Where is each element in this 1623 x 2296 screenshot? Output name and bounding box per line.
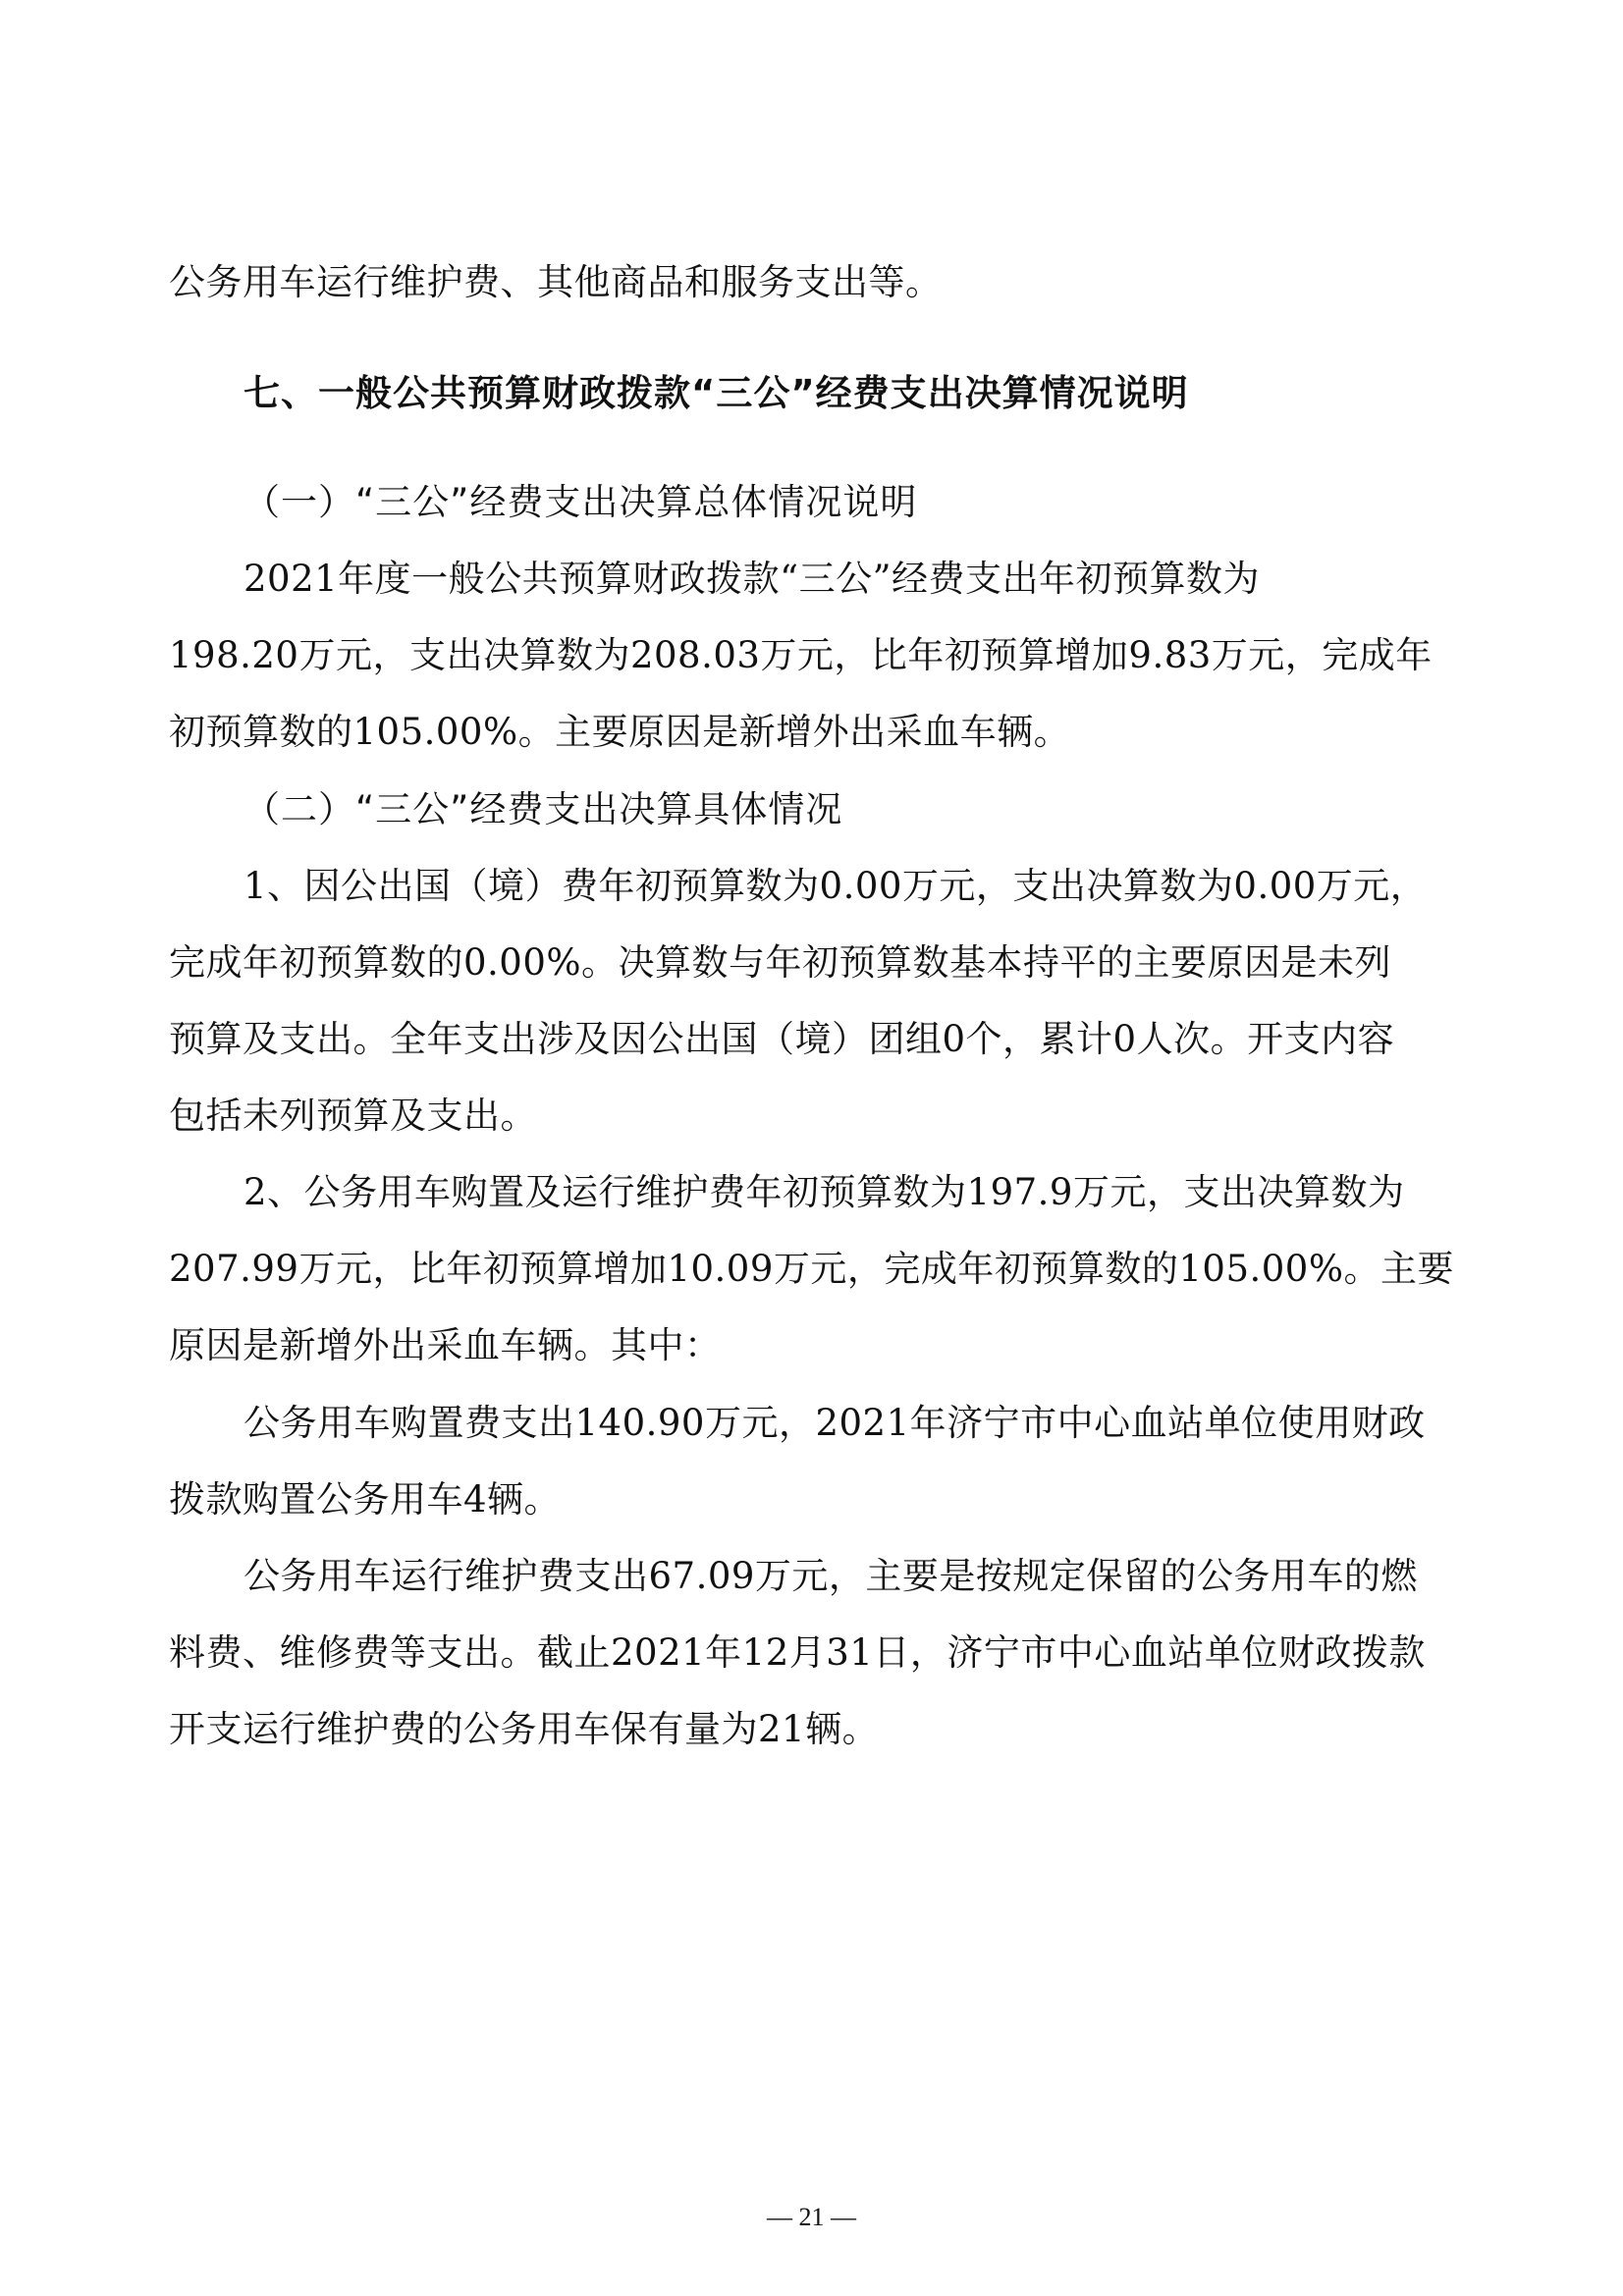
body-text-line: 1、因公出国（境）费年初预算数为0.00万元，支出决算数为0.00万元， bbox=[243, 865, 1428, 907]
body-text-line: 2、公务用车购置及运行维护费年初预算数为197.9万元，支出决算数为 bbox=[243, 1171, 1405, 1213]
body-text-line: 公务用车购置费支出140.90万元，2021年济宁市中心血站单位使用财政 bbox=[243, 1402, 1426, 1444]
page-number: — 21 — bbox=[767, 2203, 856, 2231]
body-text-line: 料费、维修费等支出。截止2021年12月31日，济宁市中心血站单位财政拨款 bbox=[169, 1631, 1426, 1674]
body-text-line: 207.99万元，比年初预算增加10.09万元，完成年初预算数的105.00%。主要 bbox=[169, 1248, 1455, 1290]
body-text-line: 2021年度一般公共预算财政拨款“三公”经费支出年初预算数为 bbox=[243, 558, 1260, 600]
body-text-line: 完成年初预算数的0.00%。决算数与年初预算数基本持平的主要原因是未列 bbox=[169, 941, 1392, 984]
body-text-line: 公务用车运行维护费、其他商品和服务支出等。 bbox=[169, 261, 943, 303]
body-text-line: 包括未列预算及支出。 bbox=[169, 1095, 537, 1137]
body-text-line: 原因是新增外出采血车辆。其中： bbox=[169, 1324, 722, 1366]
subsection-heading: （二）“三公”经费支出决算具体情况 bbox=[243, 788, 843, 830]
body-text-line: 198.20万元，支出决算数为208.03万元，比年初预算增加9.83万元，完成年 bbox=[169, 634, 1433, 676]
body-text-line: 预算及支出。全年支出涉及因公出国（境）团组0个，累计0人次。开支内容 bbox=[169, 1018, 1395, 1060]
section-heading: 七、一般公共预算财政拨款“三公”经费支出决算情况说明 bbox=[243, 372, 1189, 414]
body-text-line: 拨款购置公务用车4辆。 bbox=[169, 1478, 562, 1521]
subsection-heading: （一）“三公”经费支出决算总体情况说明 bbox=[243, 481, 918, 523]
body-text-line: 初预算数的105.00%。主要原因是新增外出采血车辆。 bbox=[169, 711, 1071, 753]
body-text-line: 开支运行维护费的公务用车保有量为21辆。 bbox=[169, 1708, 880, 1750]
body-text-line: 公务用车运行维护费支出67.09万元，主要是按规定保留的公务用车的燃 bbox=[243, 1555, 1418, 1597]
